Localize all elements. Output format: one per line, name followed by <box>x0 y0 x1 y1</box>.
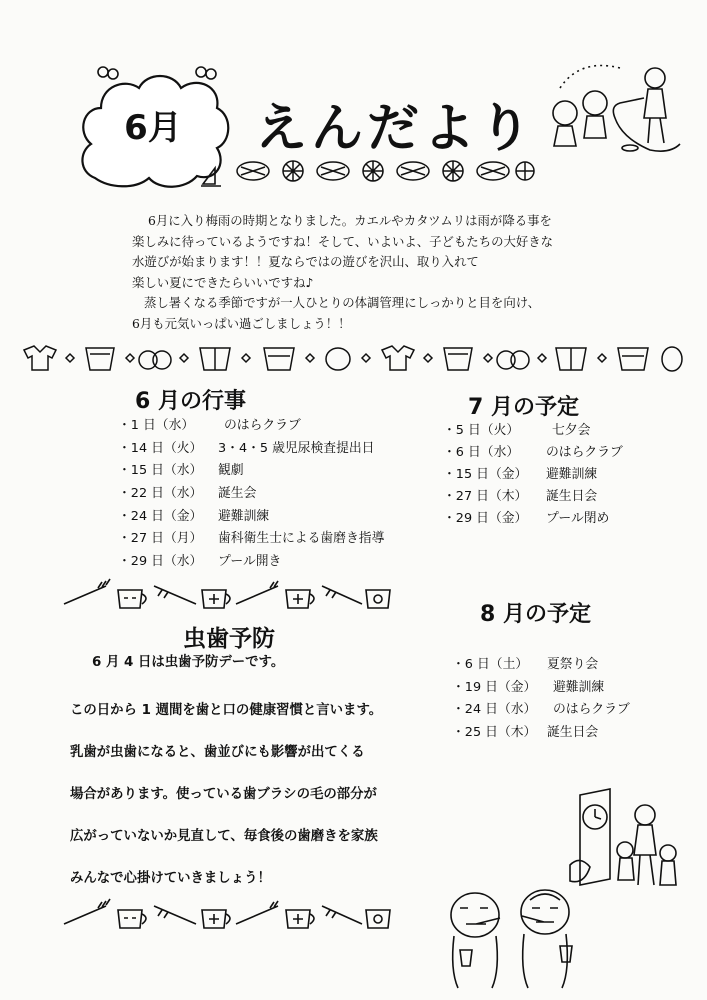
intro-line: 6月も元気いっぱい過ごしましょう！！ <box>132 315 351 331</box>
event-date: ・1 日（水） <box>118 418 195 433</box>
month-label: 6月 <box>124 108 182 148</box>
cavity-heading: 虫歯予防 <box>183 626 275 652</box>
event-name: 避難訓練 <box>553 679 605 695</box>
cavity-line: みんなで心掛けていきましょう！ <box>70 871 271 886</box>
event-date: ・27 日（月） <box>118 531 203 547</box>
list-item <box>443 508 623 530</box>
event-name: 観劇 <box>218 463 244 479</box>
list-item <box>452 677 630 700</box>
list-item <box>443 420 623 442</box>
clock-kids-icon <box>560 785 680 895</box>
event-date: ・29 日（金） <box>443 511 528 526</box>
cavity-line: 広がっていないか見直して、毎食後の歯磨きを家族 <box>70 829 378 844</box>
event-name: のはらクラブ <box>546 445 623 460</box>
intro-line: 楽しみに待っているようですね！そして、いよいよ、子どもたちの大好きな <box>132 233 554 249</box>
list-item <box>452 699 630 722</box>
toothbrush-border-icon <box>62 898 397 932</box>
toothbrush-border-icon <box>62 578 397 612</box>
list-item <box>118 551 384 574</box>
event-date: ・15 日（金） <box>443 467 528 482</box>
cavity-line: 乳歯が虫歯になると、歯並びにも影響が出てくる <box>70 745 365 760</box>
cavity-line: 場合があります。使っている歯ブラシの毛の部分が <box>70 787 377 802</box>
list-item <box>452 654 630 677</box>
event-date: ・15 日（水） <box>118 463 203 479</box>
intro-line: 蒸し暑くなる季節ですが一人ひとりの体調管理にしっかりと目を向け、 <box>144 295 541 311</box>
event-date: ・25 日（木） <box>452 724 537 740</box>
event-date: ・14 日（火） <box>118 440 203 456</box>
list-item <box>118 483 384 506</box>
clothes-border-icon <box>20 342 685 374</box>
event-name: 3・4・5 歳児尿検査提出日 <box>218 440 375 456</box>
event-name: 七夕会 <box>552 423 591 438</box>
list-item <box>452 722 630 745</box>
event-date: ・19 日（金） <box>452 679 537 695</box>
event-name: プール開き <box>218 554 282 570</box>
june-heading: 6 月の行事 <box>135 389 246 414</box>
event-name: プール閉め <box>546 511 610 526</box>
cavity-line: この日から 1 週間を歯と口の健康習慣と言います。 <box>70 703 383 718</box>
list-item <box>118 415 384 438</box>
event-date: ・27 日（木） <box>443 489 528 504</box>
cavity-paragraph <box>70 652 450 900</box>
intro-paragraph <box>132 211 580 335</box>
june-events-list <box>118 415 384 574</box>
august-events-list <box>452 654 630 744</box>
july-events-list <box>443 420 623 530</box>
intro-line: 水遊びが始まります！！夏ならではの遊びを沢山、取り入れて <box>132 254 479 270</box>
event-name: 誕生日会 <box>547 724 599 740</box>
fruit-border-icon <box>235 157 535 185</box>
event-name: 誕生会 <box>218 486 257 502</box>
event-name: 避難訓練 <box>218 508 270 524</box>
event-date: ・5 日（火） <box>443 423 520 438</box>
july-heading: 7 月の予定 <box>468 395 579 420</box>
event-name: 誕生日会 <box>546 489 598 504</box>
intro-line: 楽しい夏にできたらいいですね♪ <box>132 274 314 290</box>
event-name: のはらクラブ <box>553 702 630 718</box>
event-date: ・29 日（水） <box>118 554 203 570</box>
event-date: ・22 日（水） <box>118 486 203 502</box>
kids-water-play-icon <box>540 58 685 158</box>
list-item <box>443 442 623 464</box>
event-date: ・24 日（金） <box>118 508 203 524</box>
event-date: ・6 日（水） <box>443 445 520 460</box>
list-item <box>118 506 384 529</box>
event-name: のはらクラブ <box>224 418 301 433</box>
kids-brushing-teeth-icon <box>440 880 590 990</box>
list-item <box>118 438 384 461</box>
list-item <box>443 464 623 486</box>
event-name: 夏祭り会 <box>547 657 599 672</box>
event-date: ・24 日（水） <box>452 702 537 718</box>
list-item <box>118 460 384 483</box>
page-title: えんだより <box>255 99 536 159</box>
intro-line: 6月に入り梅雨の時期となりました。カエルやカタツムリは雨が降る事を <box>148 213 552 228</box>
event-name: 避難訓練 <box>546 467 598 482</box>
list-item <box>443 486 623 508</box>
cavity-lead: 6 月 4 日は虫歯予防デーです。 <box>92 655 285 670</box>
event-date: ・6 日（土） <box>452 657 529 672</box>
august-heading: 8 月の予定 <box>480 602 591 627</box>
list-item <box>118 528 384 551</box>
event-name: 歯科衛生士による歯磨き指導 <box>218 531 385 547</box>
